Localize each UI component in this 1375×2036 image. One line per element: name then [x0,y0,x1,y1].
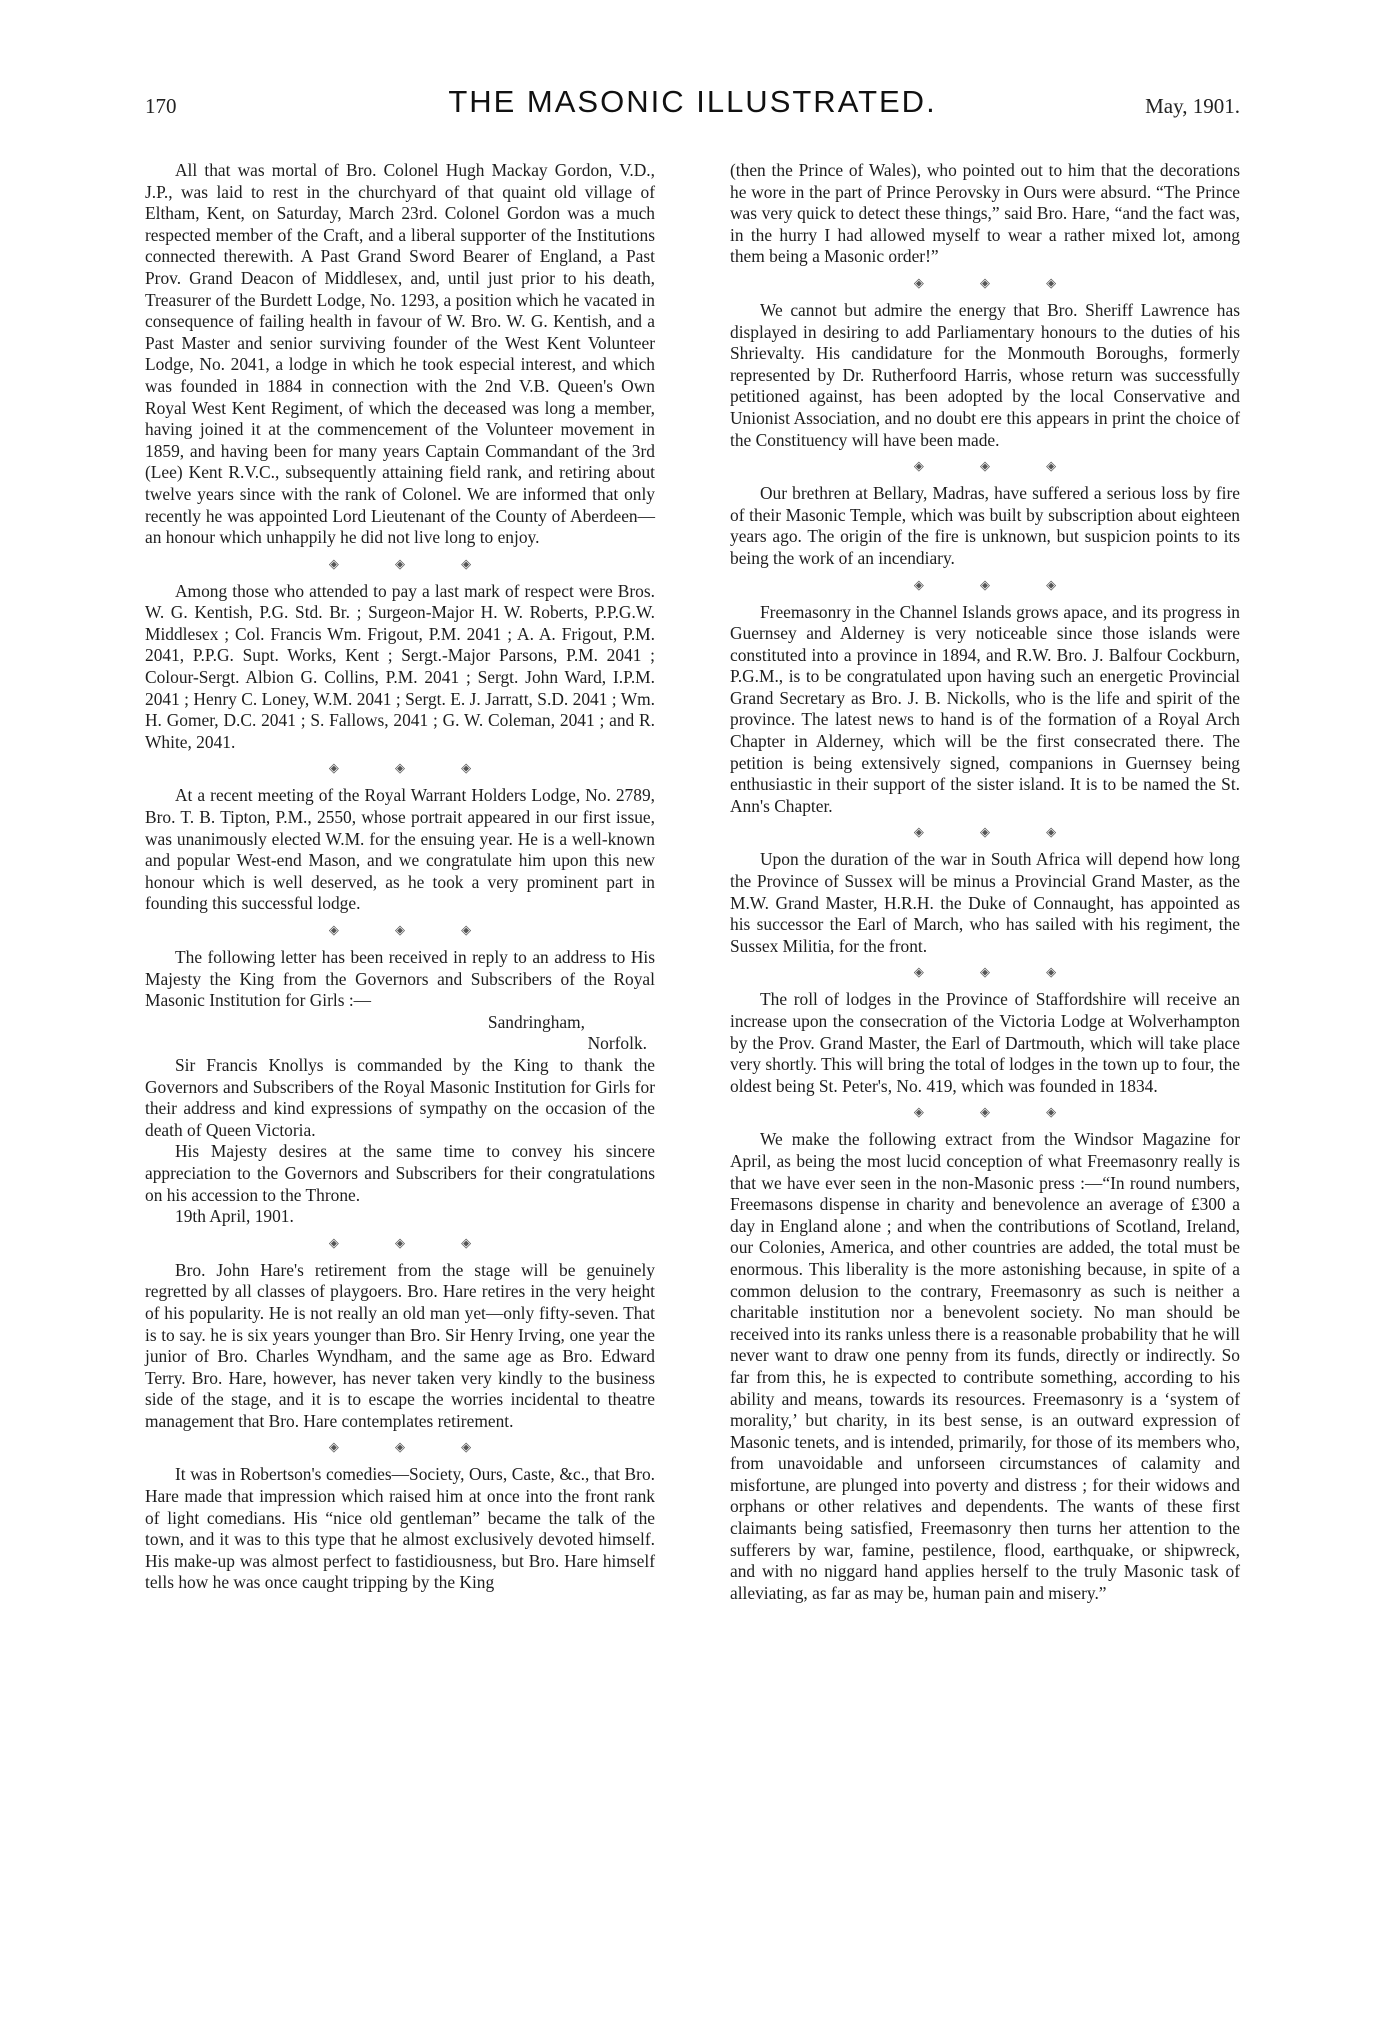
paragraph-gordon: All that was mortal of Bro. Colonel Hugh Mackay Gordon, V.D., J.P., was laid to rest in the churchyard of that quaint old village of Eltham, Kent, on Saturday, March 23rd. Colonel Gordon was a much respected member of the Craft, and a liberal supporter of the Institutions connected therewith. A Past Grand Sword Bearer of England, a Past Prov. Grand Deacon of Middlesex, and, until just prior to his death, Treasurer of the Burdett Lodge, No. 1293, a position which he vacated in consequence of failing health in favour of W. Bro. W. G. Kentish, and a Past Master and senior surviving founder of the West Kent Volunteer Lodge, No. 2041, a lodge in which he took especial interest, and which was founded in 1884 in connection with the 2nd V.B. Queen's Own Royal West Kent Regiment, of which the deceased was long a member, having joined it at the commencement of the Volunteer movement in 1859, and having been for many years Captain Commandant of the 3rd (Lee) Kent R.V.C., subsequently attaining field rank, and retiring about twelve years since with the rank of Colonel. We are informed that only recently he was appointed Lord Lieutenant of the County of Aberdeen—an honour which unhappily he did not live long to enjoy. [145,160,655,548]
paragraph-windsor-extract: We make the following extract from the Windsor Magazine for April, as being the most lucid conception of what Freemasonry really is that we have ever seen in the non-Masonic press :—“In round numbers, Freemasons dispense in charity and benevolence an average of £300 a day in England alone ; and when the contributions of Scotland, Ireland, our Colonies, America, and other countries are added, the total must be enormous. This liberality is the more astonishing because, in spite of a common delusion to the contrary, Freemasonry as such is neither a charitable institution nor a benevolent society. No man should be received into its ranks unless there is a reasonable probability that he will never want to draw one penny from its funds, directly or indirectly. So far from this, he is expected to contribute something, according to his ability and means, towards its resources. Freemasonry is a ‘system of morality,’ but charity, in its best sense, is an outward expression of Masonic tenets, and is intended, primarily, for those of its members who, from unavoidable and unforseen circumstances of calamity and misfortune, are plunged into poverty and distress ; for their widows and orphans or other relatives and dependents. The wants of these first claimants being satisfied, Freemasonry then turns her attention to the sufferers by war, famine, pestilence, flood, earthquake, or shipwreck, and with no niggard hand applies herself to the truly Masonic task of alleviating, as far as may be, human pain and misery.” [730,1129,1240,1603]
section-ornament: ◈ ◈ ◈ [328,761,498,777]
paragraph-sheriff-lawrence: We cannot but admire the energy that Bro. Sheriff Lawrence has displayed in desiring to add Parliamentary honours to the duties of his Shrievalty. His candidature for the Monmouth Boroughs, formerly represented by Dr. Rutherfoord Harris, whose return was successfully petitioned against, has been adopted by the local Conservative and Unionist Association, and no doubt ere this appears in print the choice of the Constituency will have been made. [730,299,1240,450]
paragraph-hare-retirement: Bro. John Hare's retirement from the stage will be genuinely regretted by all classes of playgoers. Bro. Hare retires in the very height of his popularity. He is not really an old man yet—only fifty-seven. That is to say. he is six years younger than Bro. Sir Henry Irving, one year the junior of Bro. Charles Wyndham, and the same age as Bro. Edward Terry. Bro. Hare, however, has never taken very kindly to the business side of the stage, and it is to escape the worries incidental to theatre management that Bro. Hare contemplates retirement. [145,1259,655,1431]
left-column [145,160,655,1594]
section-ornament: ◈ ◈ ◈ [913,965,1083,981]
section-ornament: ◈ ◈ ◈ [328,556,498,572]
letter-date: 19th April, 1901. [175,1206,294,1227]
letter-place-sandringham: Sandringham, [487,1011,585,1032]
journal-title: THE MASONIC ILLUSTRATED. [448,84,937,119]
paragraph-channel-islands: Freemasonry in the Channel Islands grows apace, and its progress in Guernsey and Alderney is very noticeable since those islands were constituted into a province in 1894, and R.W. Bro. J. Balfour Cockburn, P.G.M., is to be congratulated upon having such an energetic Provincial Grand Secretary as Bro. J. B. Nickolls, who is the life and spirit of the province. The latest news to hand is of the formation of a Royal Arch Chapter in Alderney, which will be the first consecrated there. The petition is being extensively signed, companions in Guernsey being enthusiastic in their support of the sister island. It is to be named the St. Ann's Chapter. [730,601,1240,816]
section-ornament: ◈ ◈ ◈ [913,577,1083,593]
right-column [730,160,1240,1604]
section-ornament: ◈ ◈ ◈ [913,459,1083,475]
paragraph-letter-body: His Majesty desires at the same time to convey his sincere appreciation to the Governors and Subscribers for their congratulations on his accession to the Throne. [145,1141,655,1205]
section-ornament: ◈ ◈ ◈ [913,1105,1083,1121]
paragraph-letter-body: Sir Francis Knollys is commanded by the King to thank the Governors and Subscribers of the Royal Masonic Institution for Girls for their address and kind expressions of sympathy on the occasion of the death of Queen Victoria. [145,1054,655,1140]
section-ornament: ◈ ◈ ◈ [328,1440,498,1456]
section-ornament: ◈ ◈ ◈ [328,1235,498,1251]
section-ornament: ◈ ◈ ◈ [328,923,498,938]
section-ornament: ◈ ◈ ◈ [913,825,1083,841]
paragraph-attendees: Among those who attended to pay a last mark of respect were Bros. W. G. Kentish, P.G. Std. Br. ; Surgeon-Major H. W. Roberts, P.P.G.W. Middlesex ; Col. Francis Wm. Frigout, P.M. 2041 ; A. A. Frigout, P.M. 2041, P.P.G. Supt. Works, Kent ; Sergt.-Major Parsons, P.M. 2041 ; Colour-Sergt. Albion G. Collins, P.M. 2041 ; Sergt. John Ward, I.P.M. 2041 ; Henry C. Loney, W.M. 2041 ; Sergt. E. J. Jarratt, S.D. 2041 ; Wm. H. Gomer, D.C. 2041 ; S. Fallows, 2041 ; G. W. Coleman, 2041 ; and R. White, 2041. [145,580,655,752]
issue-date: May, 1901. [1145,94,1240,118]
paragraph-staffordshire: The roll of lodges in the Province of Staffordshire will receive an increase upon the consecration of the Victoria Lodge at Wolverhampton by the Prov. Grand Master, the Earl of Dartmouth, which will take place very shortly. This will bring the total of lodges in the town up to four, the oldest being St. Peter's, No. 419, which was founded in 1834. [730,989,1240,1096]
page-number: 170 [145,94,177,118]
section-ornament: ◈ ◈ ◈ [913,275,1083,291]
paragraph-robertson: It was in Robertson's comedies—Society, Ours, Caste, &c., that Bro. Hare made that impression which raised him at once into the front rank of light comedians. His “nice old gentleman” became the talk of the town, and it was to this type that he almost exclusively devoted himself. His make-up was almost perfect to fastidiousness, but Bro. Hare himself tells how he was once caught tripping by the King [145,1464,655,1593]
running-header [145,84,1240,124]
letter-place-norfolk: Norfolk. [587,1033,647,1054]
paragraph-bellary: Our brethren at Bellary, Madras, have suffered a serious loss by fire of their Masonic Temple, which was built by subscription about eighteen years ago. The origin of the fire is unknown, but suspicion points to its being the work of an incendiary. [730,483,1240,568]
paragraph-letter-intro: The following letter has been received in reply to an address to His Majesty the King from the Governors and Subscribers of the Royal Masonic Institution for Girls :— [145,947,655,1011]
paragraph-warrant-holders: At a recent meeting of the Royal Warrant Holders Lodge, No. 2789, Bro. T. B. Tipton, P.M., 2550, whose portrait appeared in our first issue, was unanimously elected W.M. for the ensuing year. He is a well-known and popular West-end Mason, and we congratulate him upon this new honour which is well deserved, as he took a very prominent part in founding this successful lodge. [145,785,655,914]
paragraph-sussex: Upon the duration of the war in South Africa will depend how long the Province of Sussex will be minus a Provincial Grand Master, as the M.W. Grand Master, H.R.H. the Duke of Connaught, has appointed as his successor the Earl of March, who has sailed with his regiment, the Sussex Militia, for the front. [730,849,1240,956]
paragraph-prince-continued: (then the Prince of Wales), who pointed out to him that the decorations he wore in the part of Prince Perovsky in Ours were absurd. “The Prince was very quick to detect these things,” said Bro. Hare, “and the fact was, in the hurry I had allowed myself to wear a rather mixed lot, among them being a Masonic order!” [730,160,1240,267]
